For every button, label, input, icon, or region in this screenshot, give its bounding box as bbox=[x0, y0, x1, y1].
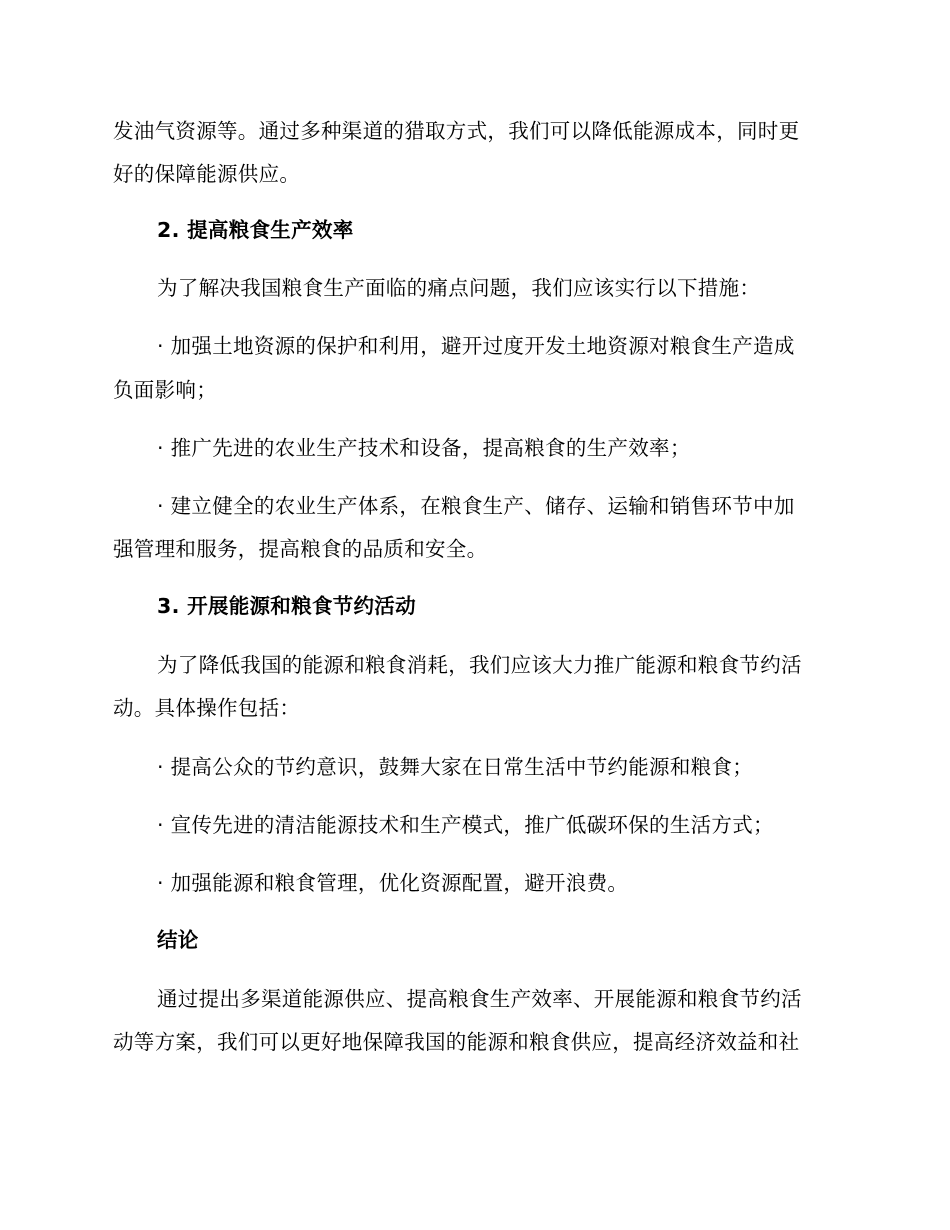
section-2-bullet-3-line-2: 强管理和服务，提高粮食的品质和安全。 bbox=[113, 537, 488, 561]
conclusion-heading: 结论 bbox=[157, 928, 199, 952]
section-3-intro-line-2: 动。具体操作包括： bbox=[113, 696, 301, 720]
conclusion-line-1: 通过提出多渠道能源供应、提高粮食生产效率、开展能源和粮食节约活 bbox=[157, 987, 802, 1011]
section-2-bullet-2: · 推广先进的农业生产技术和设备，提高粮食的生产效率； bbox=[157, 436, 691, 460]
section-2-bullet-1-line-1: · 加强土地资源的保护和利用，避开过度开发土地资源对粮食生产造成 bbox=[157, 334, 795, 358]
section-2-bullet-3-line-1: · 建立健全的农业生产体系，在粮食生产、储存、运输和销售环节中加 bbox=[157, 494, 795, 518]
section-2-heading: 2. 提高粮食生产效率 bbox=[157, 218, 354, 242]
section-3-bullet-3: · 加强能源和粮食管理，优化资源配置，避开浪费。 bbox=[157, 871, 629, 895]
conclusion-line-2: 动等方案，我们可以更好地保障我国的能源和粮食供应，提高经济效益和社 bbox=[113, 1030, 800, 1054]
section-3-intro-line-1: 为了降低我国的能源和粮食消耗，我们应该大力推广能源和粮食节约活 bbox=[157, 653, 802, 677]
section-3-bullet-2: · 宣传先进的清洁能源技术和生产模式，推广低碳环保的生活方式； bbox=[157, 813, 774, 837]
section-2-bullet-1-line-2: 负面影响； bbox=[113, 378, 217, 402]
section-3-bullet-1: · 提高公众的节约意识，鼓舞大家在日常生活中节约能源和粮食； bbox=[157, 755, 754, 779]
section-2-intro: 为了解决我国粮食生产面临的痛点问题，我们应该实行以下措施： bbox=[157, 276, 761, 300]
intro-paragraph-line-2: 好的保障能源供应。 bbox=[113, 162, 301, 186]
section-3-heading: 3. 开展能源和粮食节约活动 bbox=[157, 594, 416, 618]
intro-paragraph-line-1: 发油气资源等。通过多种渠道的猎取方式，我们可以降低能源成本，同时更 bbox=[113, 119, 800, 143]
